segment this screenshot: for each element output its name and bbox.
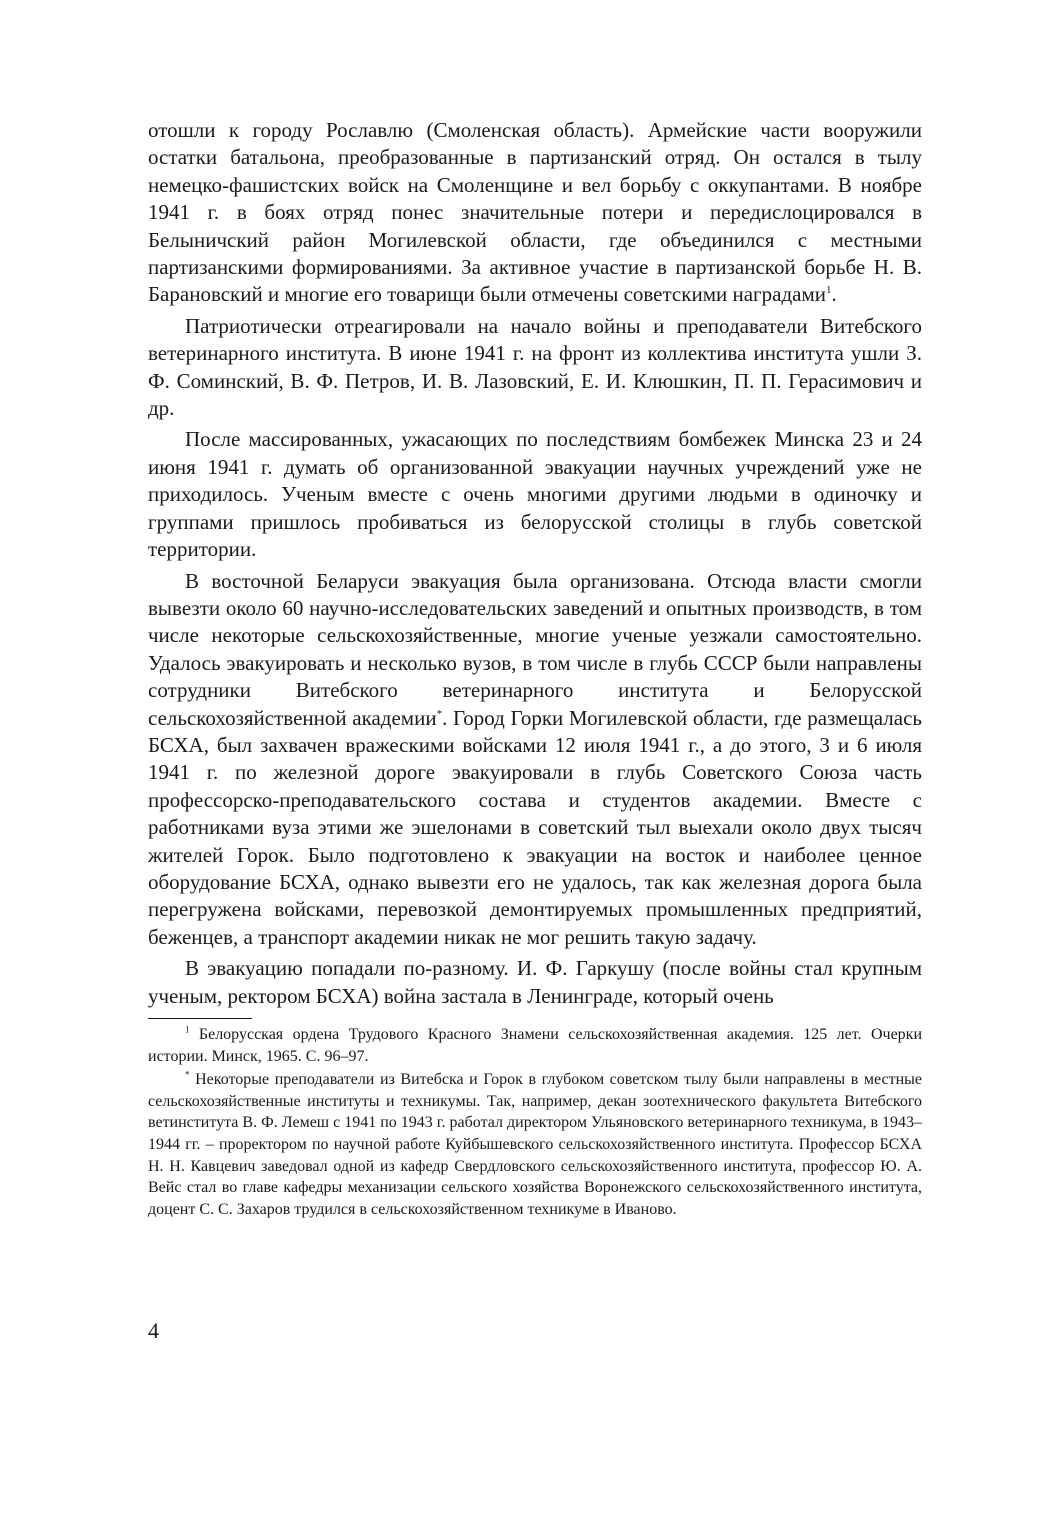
paragraph-4-text-after: . Город Горки Могилевской области, где размещалась БСХА, был захвачен вражескими войсками 12 июля 1941 г., а до этого, 3 и 6 июля 1941 г. по железной дороге эвакуировали в глубь Советского Союза часть профессорско-преподавательского состава и студентов академии. Вместе с работниками вуза этими же эшелонами в советский тыл выехали около двух тысяч жителей Горок. Было подготовлено к эвакуации на восток и наиболее ценное оборудование БСХА, однако вывезти его не удалось, так как железная дорога была перегружена войсками, перевозкой демонтируемых промышленных предприятий, беженцев, а транспорт академии никак не мог решить такую задачу. xyxy=(148,705,923,949)
paragraph-1 xyxy=(148,117,922,309)
footnote-star-mark: * xyxy=(185,1069,190,1080)
paragraph-1-end: . xyxy=(831,282,837,307)
footnote-ref-star[interactable]: * xyxy=(436,707,443,720)
paragraph-4-text-before: В восточной Беларуси эвакуация была организована. Отсюда власти смогли вывезти около 60 научно-исследовательских заведений и опытных производств, в том числе некоторые сельскохозяйственные, многие ученые уезжали самостоятельно. Удалось эвакуировать и несколько вузов, в том числе в глубь СССР были направлены сотрудники Витебского ветеринарного института и Белорусской сельскохозяйственной академии xyxy=(148,568,922,730)
main-text xyxy=(148,117,922,1010)
footnote-star xyxy=(148,1069,922,1220)
page-number: 4 xyxy=(148,1318,159,1343)
footnote-1-text: Белорусская ордена Трудового Красного Знамени сельскохозяйственная академия. 125 лет. Очерки истории. Минск, 1965. С. 96–97. xyxy=(148,1026,922,1065)
footnote-divider xyxy=(148,1018,252,1019)
paragraph-4 xyxy=(148,568,922,952)
footnote-1 xyxy=(148,1024,922,1067)
paragraph-5: В эвакуацию попадали по-разному. И. Ф. Гаркушу (после войны стал крупным ученым, ректором БСХА) война застала в Ленинграде, который очень xyxy=(148,956,922,1008)
footnote-ref-1[interactable]: 1 xyxy=(826,284,832,297)
page-content xyxy=(148,117,922,1220)
footnote-1-mark: 1 xyxy=(185,1024,190,1035)
paragraph-2: Патриотически отреагировали на начало войны и преподаватели Витебского ветеринарного института. В июне 1941 г. на фронт из коллектива института ушли З. Ф. Соминский, В. Ф. Петров, И. В. Лазовский, Е. И. Клюшкин, П. П. Герасимович и др. xyxy=(148,313,922,421)
paragraph-1-text: отошли к городу Рославлю (Смоленская область). Армейские части вооружили остатки батальона, преобразованные в партизанский отряд. Он остался в тылу немецко-фашистских войск на Смоленщине и вел борьбу с оккупантами. В ноябре 1941 г. в боях отряд понес значительные потери и передислоцировался в Белыничский район Могилевской области, где объединился с местными партизанскими формированиями. За активное участие в партизанской борьбе Н. В. Барановский и многие его товарищи были отмечены советскими наградами xyxy=(148,118,922,307)
paragraph-3: После массированных, ужасающих по последствиям бомбежек Минска 23 и 24 июня 1941 г. думать об организованной эвакуации научных учреждений уже не приходилось. Ученым вместе с очень многими другими людьми в одиночку и группами пришлось пробиваться из белорусской столицы в глубь советской территории. xyxy=(148,427,922,562)
footnotes xyxy=(148,1024,922,1220)
footnote-star-text: Некоторые преподаватели из Витебска и Горок в глубоком советском тылу были направлены в местные сельскохозяйственные институты и техникумы. Так, например, декан зоотехнического факультета Витебского ветинститута В. Ф. Лемеш с 1941 по 1943 г. работал директором Ульяновского ветеринарного техникума, в 1943–1944 гг. – проректором по научной работе Куйбышевского сельскохозяйственного института. Профессор БСХА Н. Н. Кавцевич заведовал одной из кафедр Свердловского сельскохозяйственного института, профессор Ю. А. Вейс стал во главе кафедры механизации сельского хозяйства Воронежского сельскохозяйственного института, доцент С. С. Захаров трудился в сельскохозяйственном техникуме в Иваново. xyxy=(148,1071,922,1218)
